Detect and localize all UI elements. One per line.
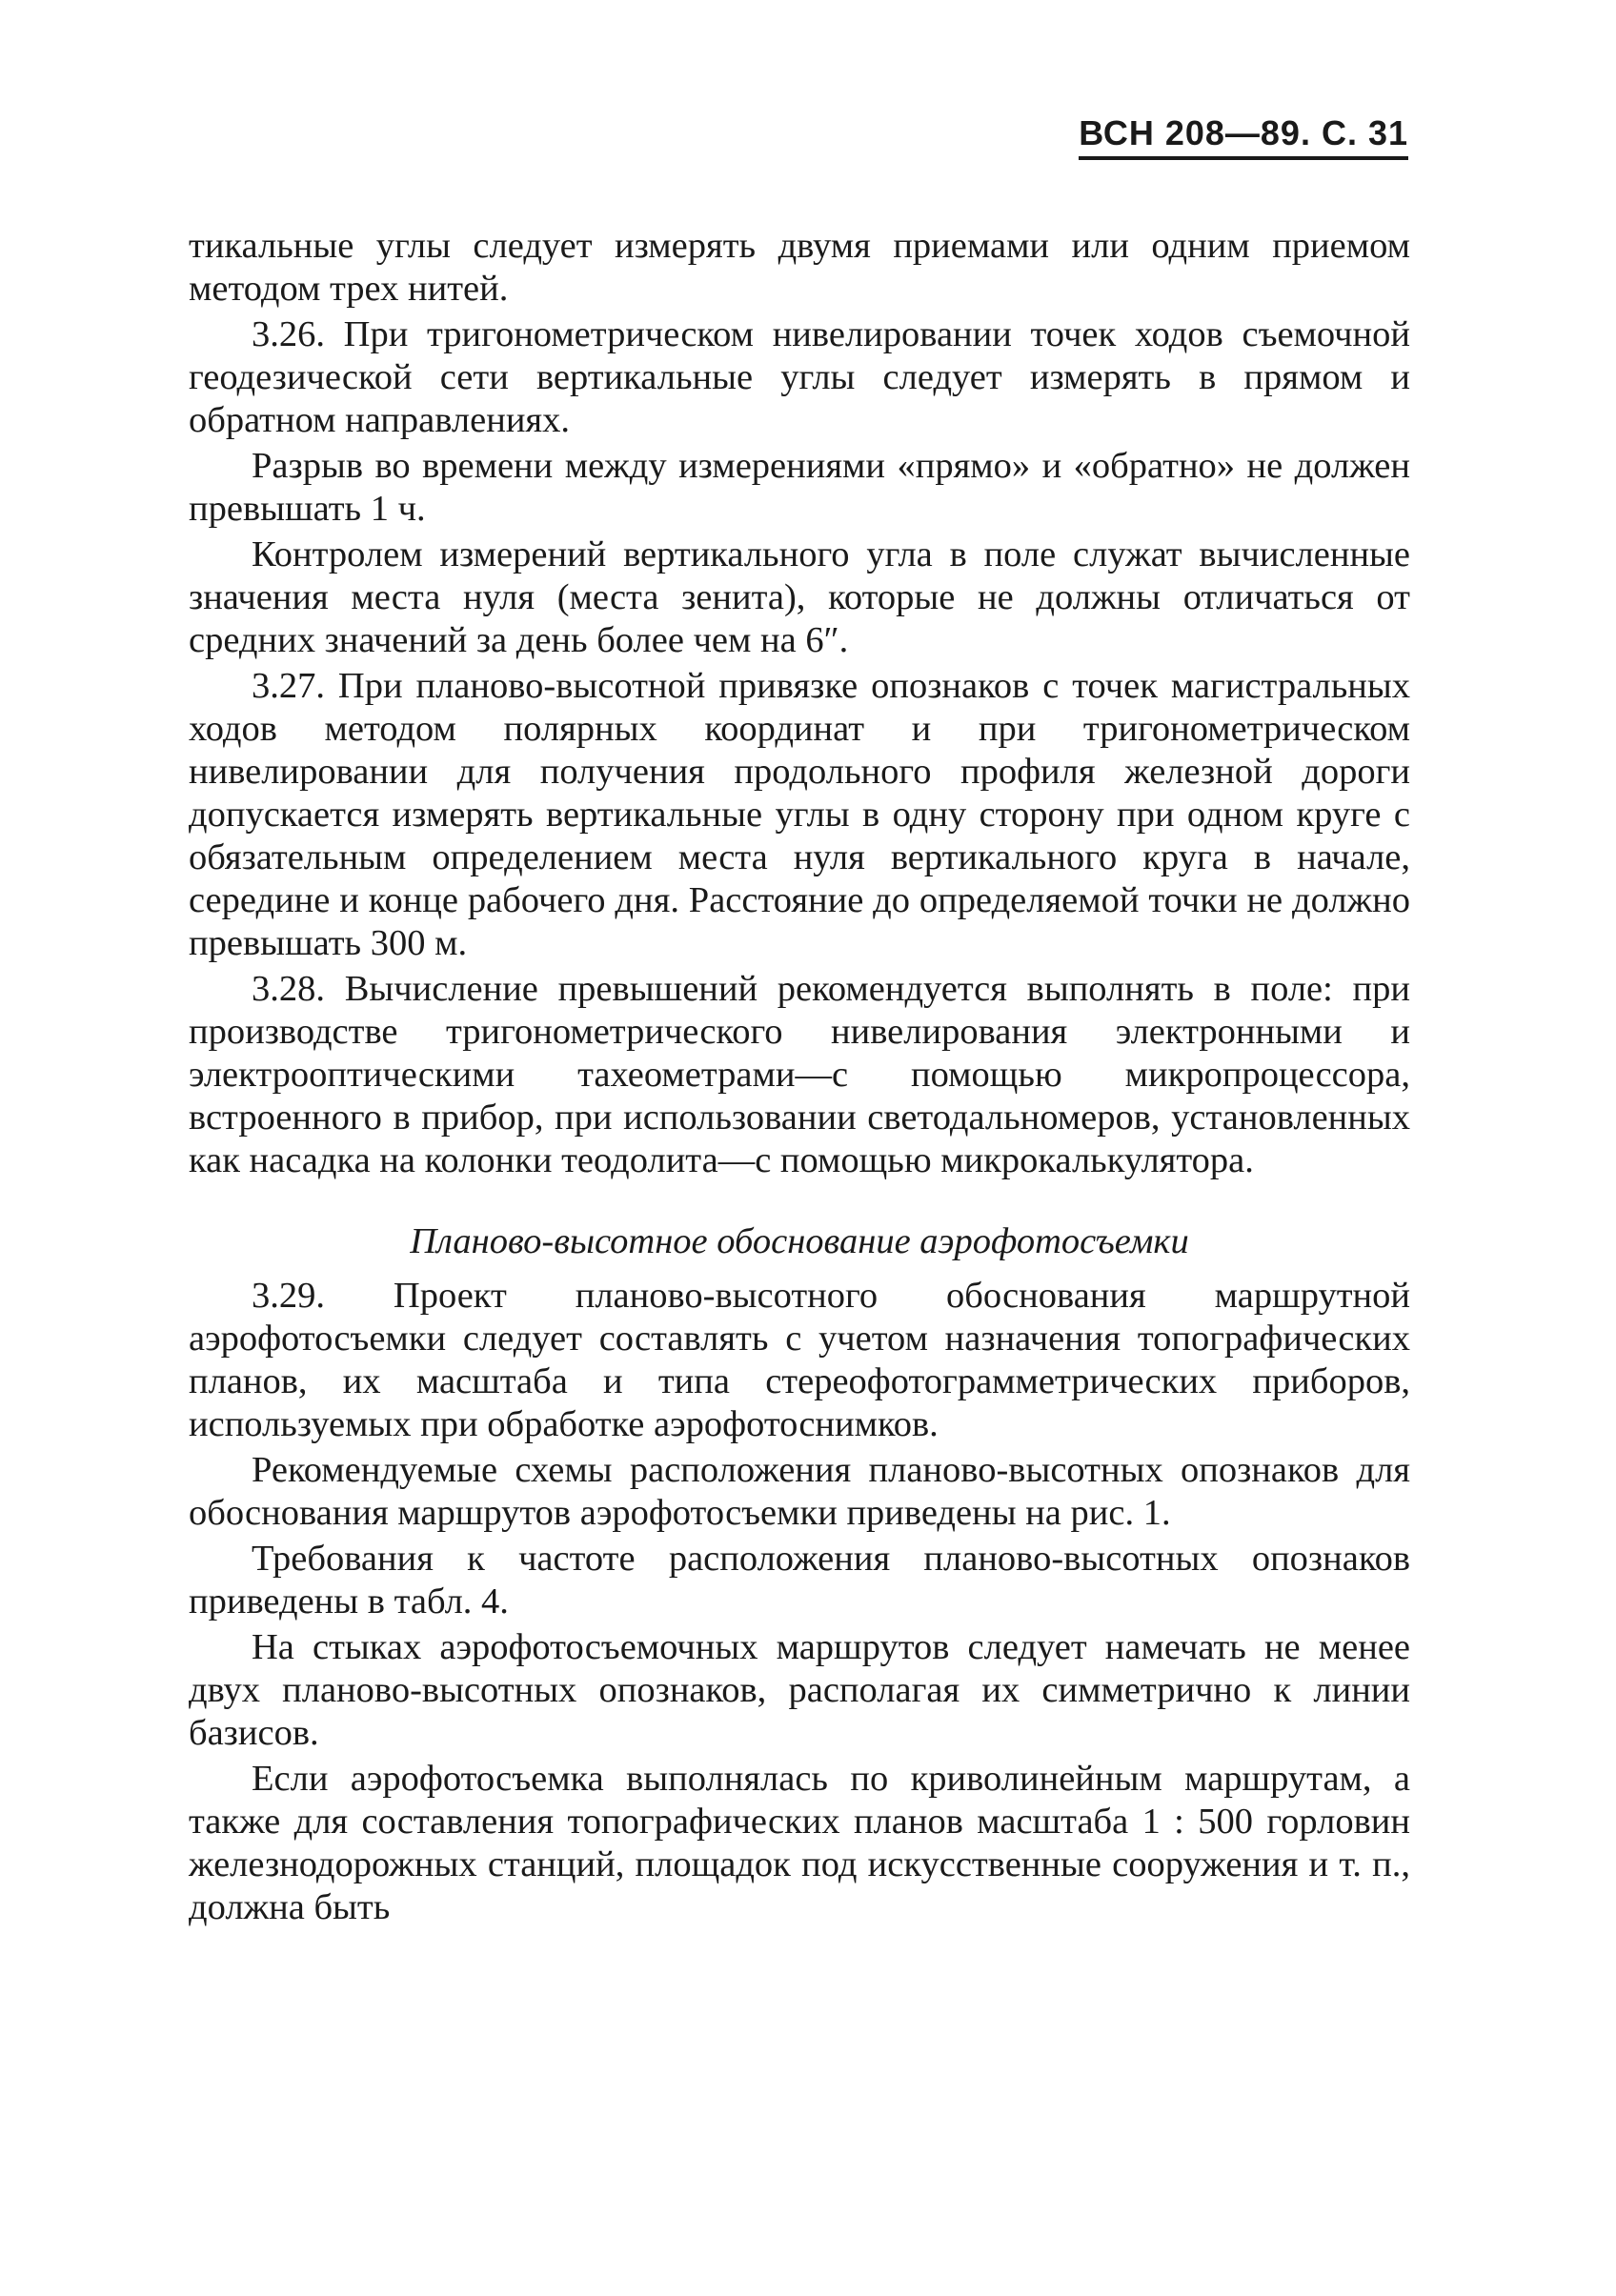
paragraph-3-26: 3.26. При тригонометрическом нивелировании точек ходов съемочной геодезической сети вертикальные углы следует измерять в прямом и обратном направлениях. — [189, 314, 1410, 440]
paragraph-junctions: На стыках аэрофотосъемочных маршрутов следует намечать не менее двух планово-высотных опознаков, располагая их симметрично к линии базисов. — [189, 1627, 1410, 1753]
paragraph-control: Контролем измерений вертикального угла в поле служат вычисленные значения места нуля (места зенита), которые не должны отличаться от средних значений за день более чем на 6″. — [189, 534, 1410, 660]
section-title: Планово-высотное обоснование аэрофотосъемки — [410, 1221, 1189, 1261]
paragraph-3-29: 3.29. Проект планово-высотного обоснования маршрутной аэрофотосъемки следует составлять с учетом назначения топографических планов, их масштаба и типа стереофотограмметрических приборов, используемых при обработке аэрофотоснимков. — [189, 1276, 1410, 1444]
running-head: ВСН 208—89. С. 31 — [1079, 116, 1408, 160]
paragraph-continuation: тикальные углы следует измерять двумя приемами или одним приемом методом трех нитей. — [189, 226, 1410, 309]
paragraph-curvilinear: Если аэрофотосъемка выполнялась по криволинейным маршрутам, а также для составления топографических планов масштаба 1 : 500 горловин железнодорожных станций, площадок под искусственные сооружения и т. п., должна быть — [189, 1759, 1410, 1927]
paragraph-requirements: Требования к частоте расположения планово-высотных опознаков приведены в табл. 4. — [189, 1539, 1410, 1621]
paragraph-schemes: Рекомендуемые схемы расположения планово-высотных опознаков для обоснования маршрутов аэрофотосъемки приведены на рис. 1. — [189, 1450, 1410, 1533]
paragraph-3-27: 3.27. При планово-высотной привязке опознаков с точек магистральных ходов методом полярных координат и при тригонометрическом нивелировании для получения продольного профиля железной дороги допускается измерять вертикальные углы в одну сторону при одном круге с обязательным определением места нуля вертикального круга в начале, середине и конце рабочего дня. Расстояние до определяемой точки не должно превышать 300 м. — [189, 666, 1410, 963]
paragraph-time-gap: Разрыв во времени между измерениями «прямо» и «обратно» не должен превышать 1 ч. — [189, 446, 1410, 529]
paragraph-3-28: 3.28. Вычисление превышений рекомендуется выполнять в поле: при производстве тригонометрического нивелирования электронными и электрооптическими тахеометрами—с помощью микропроцессора, встроенного в прибор, при использовании светодальномеров, установленных как насадка на колонки теодолита—с помощью микрокалькулятора. — [189, 969, 1410, 1180]
body-text — [189, 225, 1410, 1932]
